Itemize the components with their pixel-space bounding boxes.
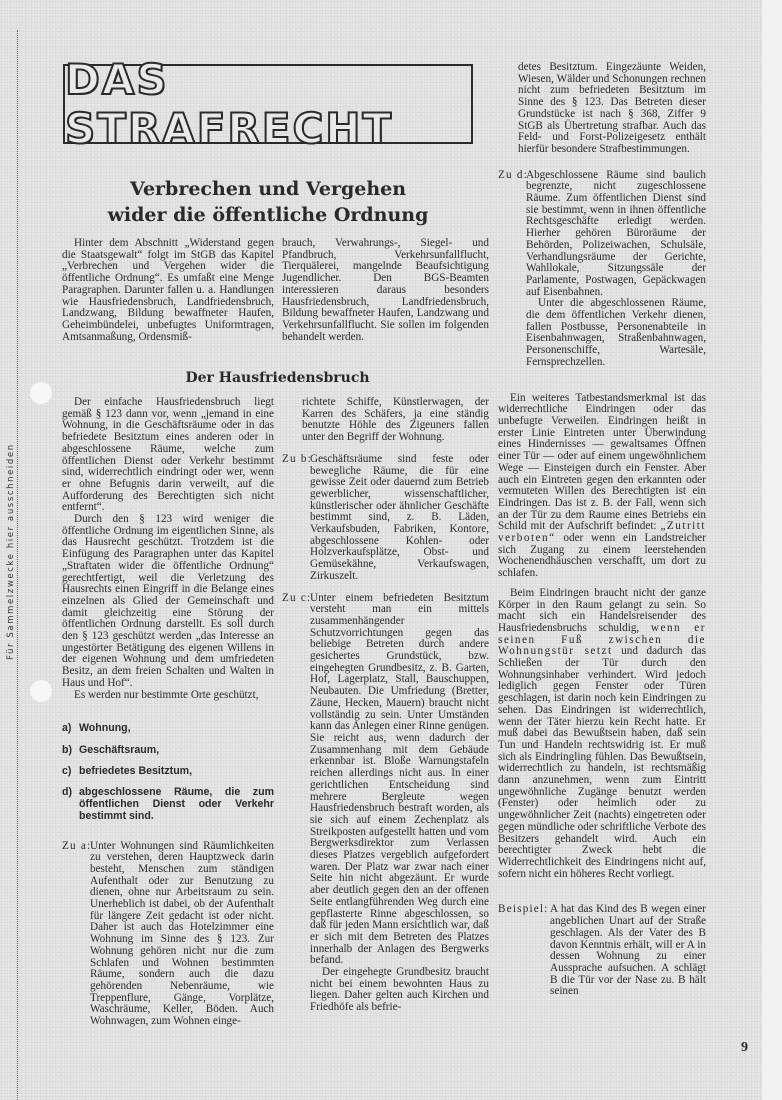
subtitle-line-2: wider die öffentliche Ordnung bbox=[107, 204, 429, 226]
page-number: 9 bbox=[741, 1040, 748, 1055]
article-subtitle bbox=[63, 176, 473, 228]
punch-hole bbox=[30, 680, 52, 702]
zu-b-text: Geschäftsräume sind feste oder bewegliche Räume, die für eine gewisse Zeit oder dauernd zum Betrieb gewerblicher, wissenschaftlicher, künstlerischer oder ähnlicher Geschäfte bestimmt sind, z. B. Läden, Verkaufsbuden, Fabriken, Kontore, abgeschlossene Kohlen- oder Holzverkaufsplätze, Obst- und Gemüsekähne, Verkaufswagen, Zirkuszelt. bbox=[310, 452, 489, 582]
zu-a-label: Zu a: bbox=[62, 839, 92, 852]
zu-c-text: Unter einem befriedeten Besitztum versteht man ein mittels zusammenhängender Schutzvorrichtungen gegen das beliebige Betreten durch andere gesichertes Grundstück, bzw. eingehegten Grundbesitz, z. B. Garten, Hof, Lagerplatz, Stall, Bauschuppen, Neubauten. Die Umfriedung (Bretter, Zäune, Hecken, Mauern) braucht nicht vollständig zu sein. Unter Umständen kann das Anlegen einer Rinne genügen. Sie reicht aus, wenn dadurch der Zusammenhang mit dem Gebäude erkennbar ist. Bloße Warnungstafeln reichen allerdings nicht aus. In einer gerichtlichen Entscheidung sind mehrere Bergleute wegen Hausfriedensbruch bestraft worden, als sie sich auf einem Zechenplatz als Streikposten aufgestellt hatten und vom Bergwerksdirektor zum Verlassen dieses Platzes vergeblich aufgefordert waren. Der Platz war zwar nach einer Seite hin nicht abgezäunt. Er wurde aber deutlich gegen den an der offenen Seite entlangführenden Weg durch eine gepflasterte Rinne abgeschlossen, so daß für jeden Mann ersichtlich war, daß er sich mit dem Betreten des Platzes innerhalb der Anlagen des Bergwerks befand. Der eingehegte Grundbesitz braucht nicht bei einem bewohnten Haus zu liegen. Daher gelten auch Kirchen und Friedhöfe als befrie- bbox=[310, 591, 489, 1014]
zu-a-continued: richtete Schiffe, Künstlerwagen, der Karren des Schäfers, ja eine ständig benutzte Höhle des Zigeuners fallen unter den Begriff der Wohnung. bbox=[302, 396, 489, 444]
paragraph-protected-places: Es werden nur bestimmte Orte geschützt, bbox=[74, 688, 259, 701]
scan-edge bbox=[762, 0, 782, 1100]
zu-c-block bbox=[282, 593, 489, 1014]
intro-paragraph: Hinter dem Abschnitt „Widerstand gegen die Staatsgewalt“ folgt im StGB das Kapitel „Verbrechen und Vergehen wider die öffentliche Ordnung“. Es umfaßt eine Menge Paragraphen. Darunter fallen u. a. Handlungen wie Hausfriedensbruch, Landfriedensbruch, Landzwang, Bildung bewaffneter Haufen, Geheimbündelei, unbefugtes Uniformtragen, Amtsanmaßung, Ordensmiß- bbox=[62, 237, 274, 343]
list-item: d) abgeschlossene Räume, die zum öffentlichen Dienst oder Verkehr bestimmt sind. bbox=[62, 786, 274, 822]
zu-b-block bbox=[282, 454, 489, 583]
list-item: b) Geschäftsraum, bbox=[62, 743, 160, 756]
example-block bbox=[498, 904, 706, 998]
margin-cut-note: Für Sammelzwecke hier ausschneiden bbox=[6, 443, 16, 660]
column-2 bbox=[282, 397, 489, 1014]
zu-d-second-paragraph: Unter die abgeschlossenen Räume, die dem öffentlichen Verkehr dienen, fallen Postbusse, Personenabteile in Eisenbahnwagen, Straßenbahnwagen, Personenschiffe, Wartesäle, Fernsprechzellen. bbox=[526, 297, 706, 368]
intro-paragraph-continued: brauch, Verwahrungs-, Siegel- und Pfandbruch, Verkehrsunfallflucht, Tierquälerei, mangelnde Beaufsichtigung Jugendlicher. Den BGS-Beamten interessieren daraus besonders Hausfriedensbruch, Landfriedensbruch, Bildung bewaffneter Haufen, Landzwang und Verkehrsunfallflucht. Sie sollen im folgenden behandelt werden. bbox=[282, 237, 489, 343]
subtitle-line-1: Verbrechen und Vergehen bbox=[129, 178, 407, 200]
zu-d-text: Abgeschlossene Räume sind baulich begrenzte, nicht zugeschlossene Räume. Zum öffentlichen Dienst sind sie bestimmt, wenn in ihnen öffentliche Rechtsgeschäfte erledigt werden. Hierher gehören Büroräume der Behörden, Polizeiwachen, Schulsäle, Verhandlungsräume der Gerichte, Wahllokale, Sitzungssäle der Parlamente, Postwagen, Gepäckwagen auf Eisenbahnen. Unter die abgeschlossenen Räume, die dem öffentlichen Verkehr dienen, fallen Postbusse, Personenabteile in Eisenbahnwagen, Straßenbahnwagen, Personenschiffe, Wartesäle, Fernsprechzellen. bbox=[526, 168, 706, 368]
zu-a-text: Unter Wohnungen sind Räumlichkeiten zu verstehen, deren Hauptzweck darin besteht, Menschen zum ständigen Aufenthalt oder zur Benutzung zu dienen, ohne nur Arbeitsraum zu sein. Unerheblich ist dabei, ob der Aufenthalt für längere Zeit gedacht ist oder nicht. Daher ist auch das Hotelzimmer eine Wohnung im Sinne des § 123. Zur Wohnung gehören nicht nur die zum Schlafen und Wohnen bestimmten Räume, sondern auch die dazu gehörenden Nebenräume, wie Treppenflure, Gänge, Vorplätze, Waschräume, Keller, Böden. Auch Wohnwagen, zum Wohnen einge- bbox=[90, 839, 274, 1028]
sign-text: „Zutritt verboten“ bbox=[498, 520, 706, 545]
intro-left-column bbox=[62, 238, 274, 343]
protected-places-list bbox=[62, 723, 274, 822]
paragraph-definition: Der einfache Hausfriedensbruch liegt gemäß § 123 dann vor, wenn „jemand in eine Wohnung, in die Geschäftsräume oder in das befriedete Besitztum eines anderen oder in abgeschlossene Räume, welche zum öffentlichen Dienst oder Verkehr bestimmt sind, widerrechtlich eindringt oder wer, wenn er ohne Befugnis darin verweilt, auf die Aufforderung des Berechtigten sich nicht entfernt“. bbox=[62, 396, 274, 514]
intro-right-column bbox=[282, 238, 489, 343]
column-1 bbox=[62, 397, 274, 1028]
example-text: A hat das Kind des B wegen einer angeblichen Unart auf der Straße geschlagen. Als der Vater des B davon Kenntnis erhält, will er A in dessen Wohnung zu einer Aussprache aufsuchen. A schlägt B die Tür vor der Nase zu. B hält seinen bbox=[550, 903, 706, 998]
example-label: Beispiel: bbox=[498, 903, 549, 916]
zu-c-second-paragraph: Der eingehegte Grundbesitz braucht nicht bei einem bewohnten Haus zu liegen. Daher gelten auch Kirchen und Friedhöfe als befrie- bbox=[310, 966, 489, 1014]
column-3 bbox=[498, 62, 706, 998]
cut-line bbox=[17, 30, 18, 1100]
zu-d-label: Zu d: bbox=[498, 168, 528, 181]
page-title: DAS STRAFRECHT bbox=[65, 55, 394, 153]
section-heading: Der Hausfriedensbruch bbox=[185, 370, 370, 386]
zu-d-block bbox=[498, 170, 706, 369]
zu-c-continued: detes Besitztum. Eingezäunte Weiden, Wiesen, Wälder und Schonungen rechnen nicht zum befriedeten Besitztum im Sinne des § 123. Das Betreten dieser Grundstücke ist nach § 368, Ziffer 9 StGB als Übertretung strafbar. Auch das Feld- und Forst-Polizeigesetz enthält hierfür besondere Strafbestimmungen. bbox=[518, 61, 706, 155]
paragraph-intrusion: Ein weiteres Tatbestandsmerkmal ist das widerrechtliche Eindringen oder das unbefugte Verweilen. Eindringen heißt in erster Linie Eintreten unter Überwindung eines Hindernisses — gewaltsames Öffnen einer Tür — oder auf einem ungewöhnlichem Wege — Einsteigen durch ein Fenster. Aber auch ein Eintreten gegen den erkannten oder vermuteten Willen des Berechtigten ist ein Eindringen. Das ist z. B. der Fall, wenn sich an der Tür zu dem Raume eines Betriebs ein Schild mit der Aufschrift befindet: „Zutritt verboten“ oder wenn ein Landstreicher sich Zugang zu einem leerstehenden Wochenendhäuschen verschafft, um dort zu schlafen. bbox=[498, 391, 706, 580]
punch-hole bbox=[30, 382, 52, 404]
title-box bbox=[63, 55, 473, 153]
list-item: c) befriedetes Besitztum, bbox=[62, 764, 193, 777]
list-item: a) Wohnung, bbox=[62, 722, 131, 735]
zu-b-label: Zu b: bbox=[282, 452, 312, 465]
zu-c-label: Zu c: bbox=[282, 591, 312, 604]
paragraph-entry: Beim Eindringen braucht nicht der ganze Körper in den Raum gelangt zu sein. So macht sich ein Handelsreisender des Hausfriedensbruchs schuldig, wenn er seinen Fuß zwischen die Wohnungstür setzt und dadurch das Schließen der Tür durch den Wohnungsinhaber verhindert. Wird jedoch lediglich gegen Fenster oder Türen geschlagen, ist darin noch kein Eindringen zu sehen. Das Eindringen ist widerrechtlich, wenn der Täter hierzu kein Recht hatte. Er muß dabei das Bewußtsein haben, daß sein Tun und Handeln rechtswidrig ist. Er muß sich als Eindringling fühlen. Das Bewußtsein, widerrechtlich zu handeln, ist rechtsmäßig dann anzunehmen, wenn zum Eintritt ungewöhnliche Zugänge benutzt werden (Fenster) oder heimlich oder zu ungewöhnlicher Zeit (nachts) eingetreten oder gegen mündliche oder schriftliche Verbote des Besitzers gehandelt wird. Auch ein berechtigter Zweck hebt die Widerrechtlichkeit des Eindringens nicht auf, sofern nicht ein höheres Recht vorliegt. bbox=[498, 586, 706, 880]
zu-a-block bbox=[62, 841, 274, 1028]
emphasized-text: wenn er seinen Fuß zwischen die Wohnungstür setzt bbox=[498, 621, 706, 658]
paragraph-purpose: Durch den § 123 wird weniger die öffentliche Ordnung im eigentlichen Sinne, als das Hausrecht geschützt. Trotzdem ist die Einfügung des Paragraphen unter das Kapitel „Straftaten wider die öffentliche Ordnung“ gerechtfertigt, weil die Verletzung des Hausrechts einen Eingriff in die Belange eines einzelnen als Glied der Gemeinschaft und damit gleichzeitig eine Störung der öffentlichen Ordnung darstellt. Es soll durch den § 123 geschützt werden „das Interesse an ungestörter Betätigung des eigenen Willens in der eigenen Wohnung und dem umfriedeten Besitz, an dem freien Schalten und Walten in Haus und Hof“. bbox=[62, 513, 274, 689]
